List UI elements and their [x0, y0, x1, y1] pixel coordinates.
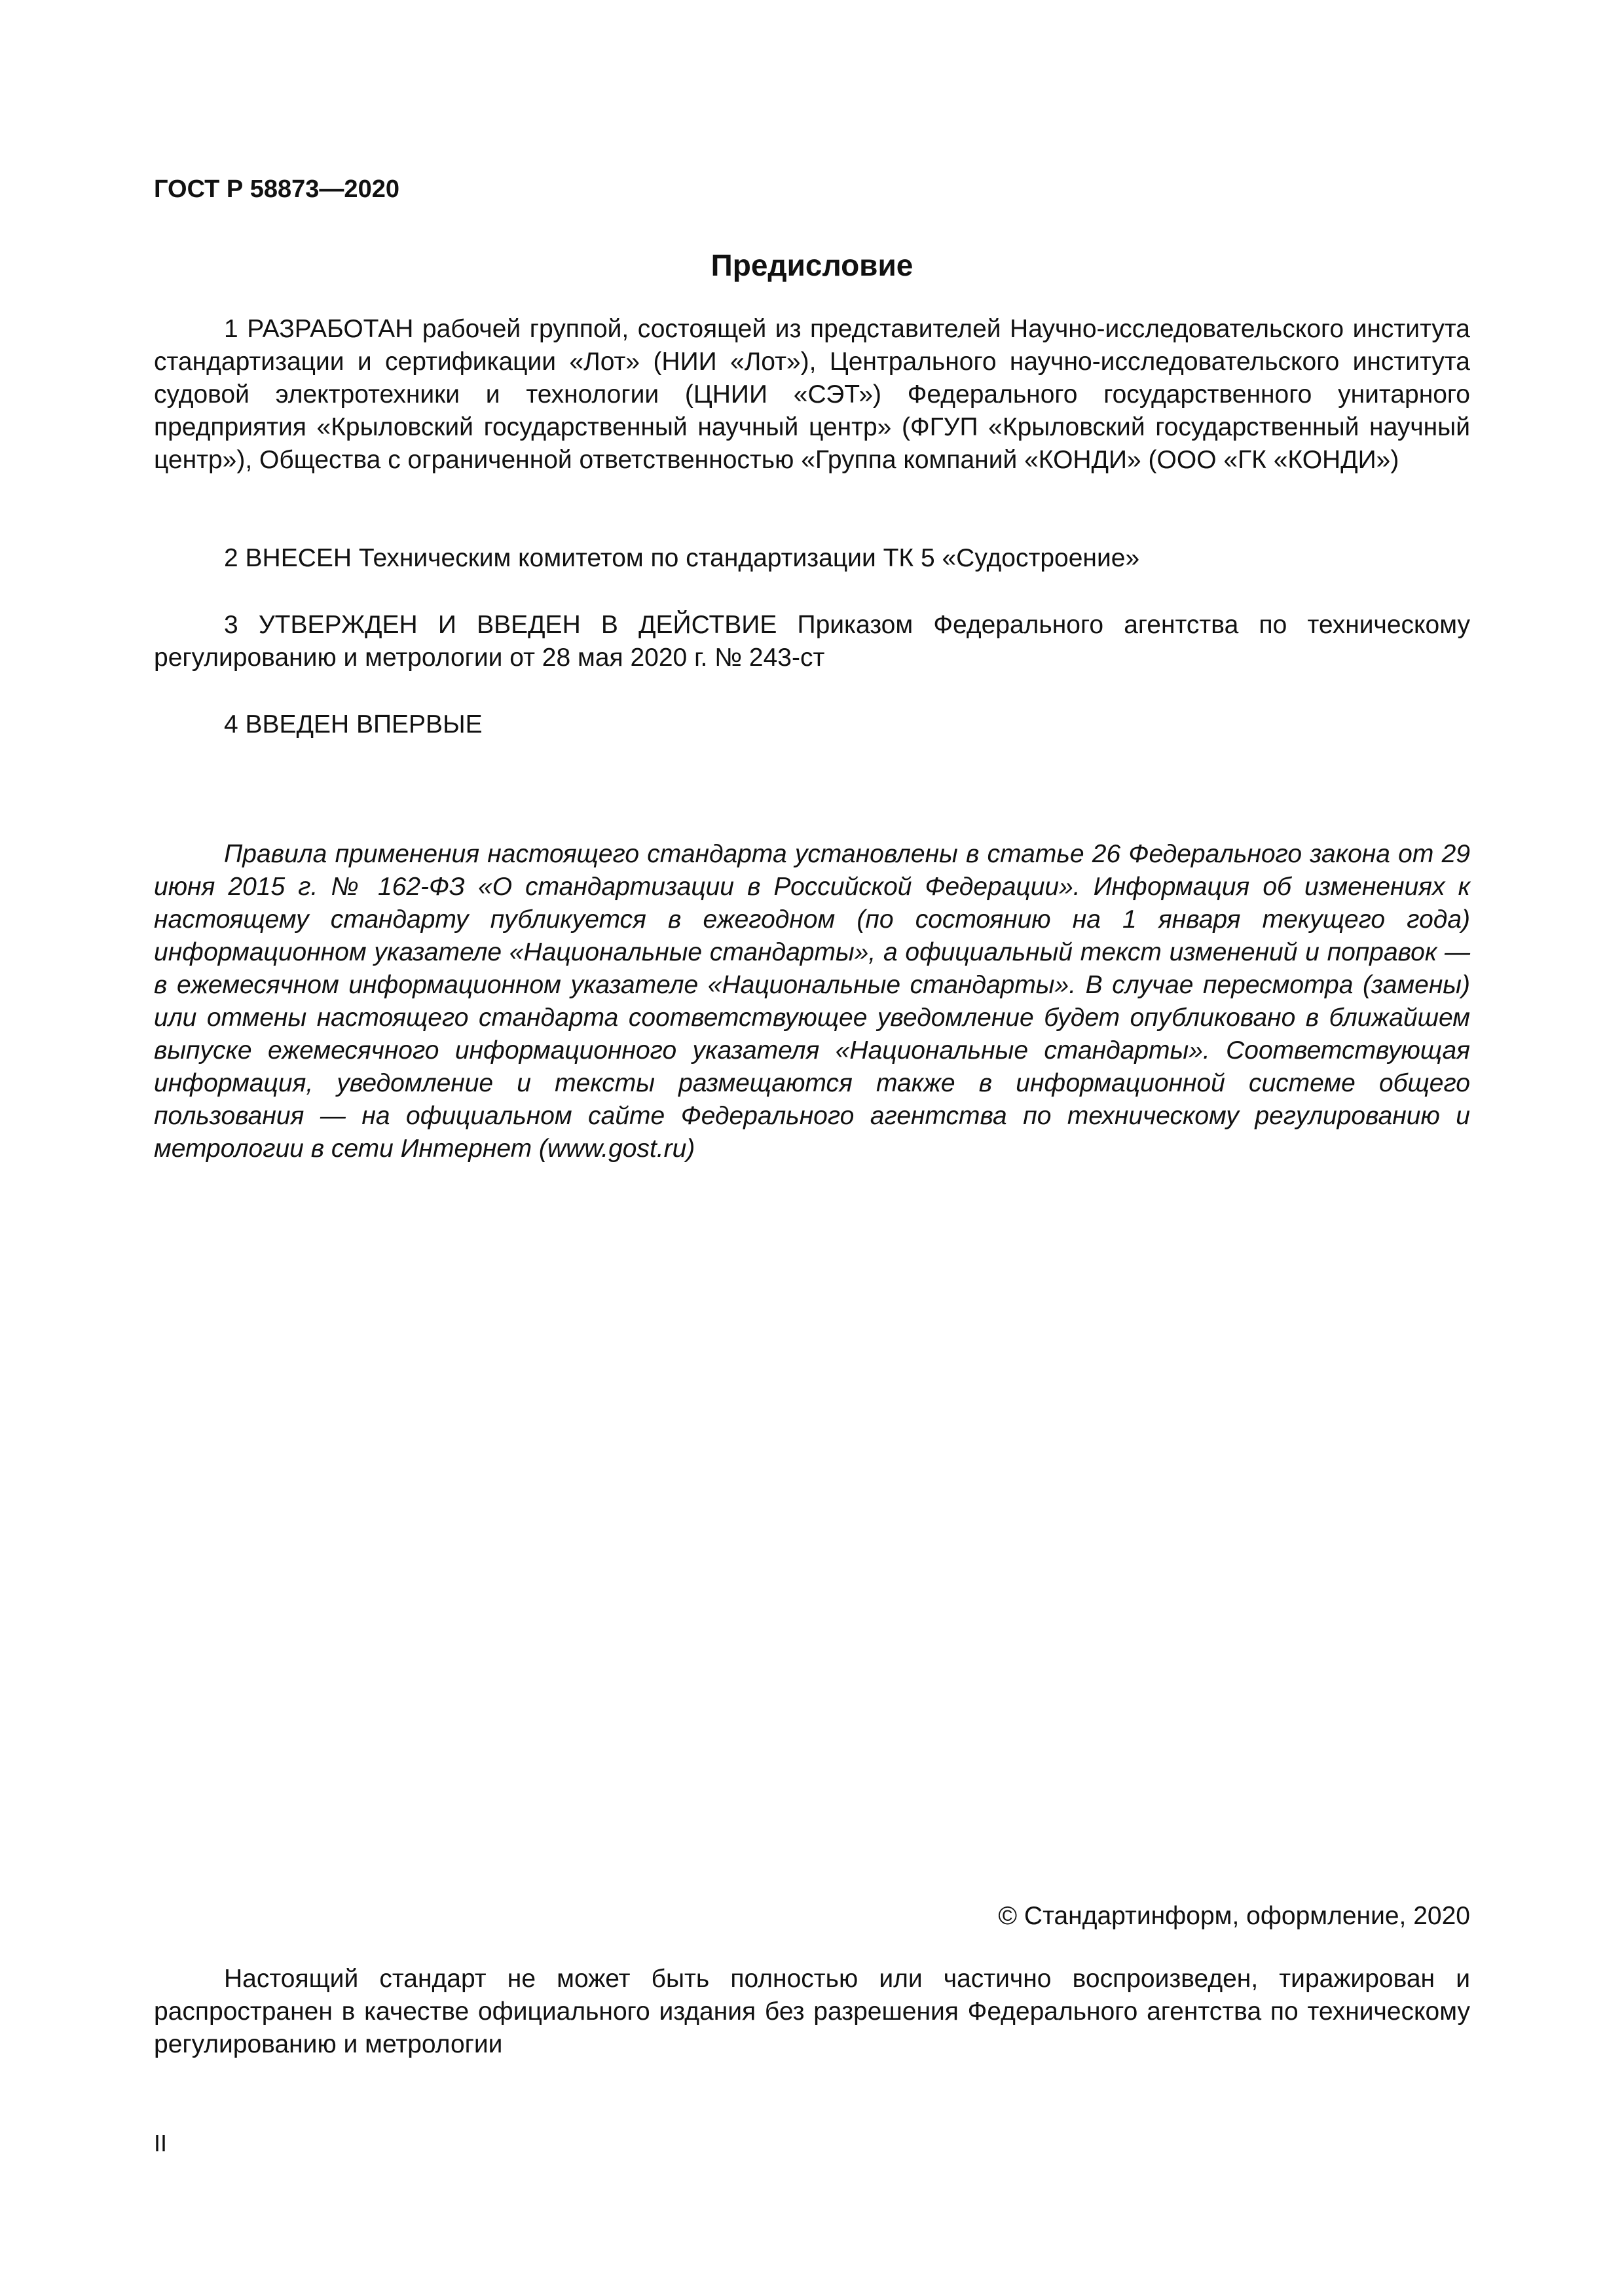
paragraph-developed-by: 1 РАЗРАБОТАН рабочей группой, состоящей из представителей Научно-исследовательского института стандартизации и сертификации «Лот» (НИИ «Лот»), Центрального научно-исследовательского института судовой электротехники и технологии (ЦНИИ «СЭТ») Федерального государственного унитарного предприятия «Крыловский государственный научный центр» (ФГУП «Крыловский государственный научный центр»), Общества с ограниченной ответственностью «Группа компаний «КОНДИ» (ООО «ГК «КОНДИ») [154, 315, 1470, 474]
page-title: Предисловие [710, 248, 913, 282]
reproduction-notice: Настоящий стандарт не может быть полностью или частично воспроизведен, тиражирован и распространен в качестве официального издания без разрешения Федерального агентства по техническому регулированию и метрологии [154, 1965, 1470, 2058]
application-rules-notice: Правила применения настоящего стандарта установлены в статье 26 Федерального закона от 29 июня 2015 г. № 162-ФЗ «О стандартизации в Российской Федерации». Информация об изменениях к настоящему стандарту публикуется в ежегодном (по состоянию на 1 января текущего года) информационном указателе «Национальные стандарты», а официальный текст изменений и поправок — в ежемесячном информационном указателе «Национальные стандарты». В случае пересмотра (замены) или отмены настоящего стандарта соответствующее уведомление будет опубликовано в ближайшем выпуске ежемесячного информационного указателя «Национальные стандарты». Соответствующая информация, уведомление и тексты размещаются также в информационной системе общего пользования — на официальном сайте Федерального агентства по техническому регулированию и метрологии в сети Интернет (www.gost.ru) [154, 840, 1470, 1163]
paragraph-submitted-by: 2 ВНЕСЕН Техническим комитетом по стандартизации ТК 5 «Судостроение» [224, 544, 1140, 572]
copyright-line: © Стандартинформ, оформление, 2020 [998, 1902, 1470, 1930]
document-code: ГОСТ Р 58873—2020 [154, 175, 399, 203]
paragraph-first-introduced: 4 ВВЕДЕН ВПЕРВЫЕ [224, 710, 483, 738]
page-number: II [154, 2130, 168, 2157]
paragraph-approved: 3 УТВЕРЖДЕН И ВВЕДЕН В ДЕЙСТВИЕ Приказом Федерального агентства по техническому регулированию и метрологии от 28 мая 2020 г. № 243-ст [154, 611, 1470, 672]
